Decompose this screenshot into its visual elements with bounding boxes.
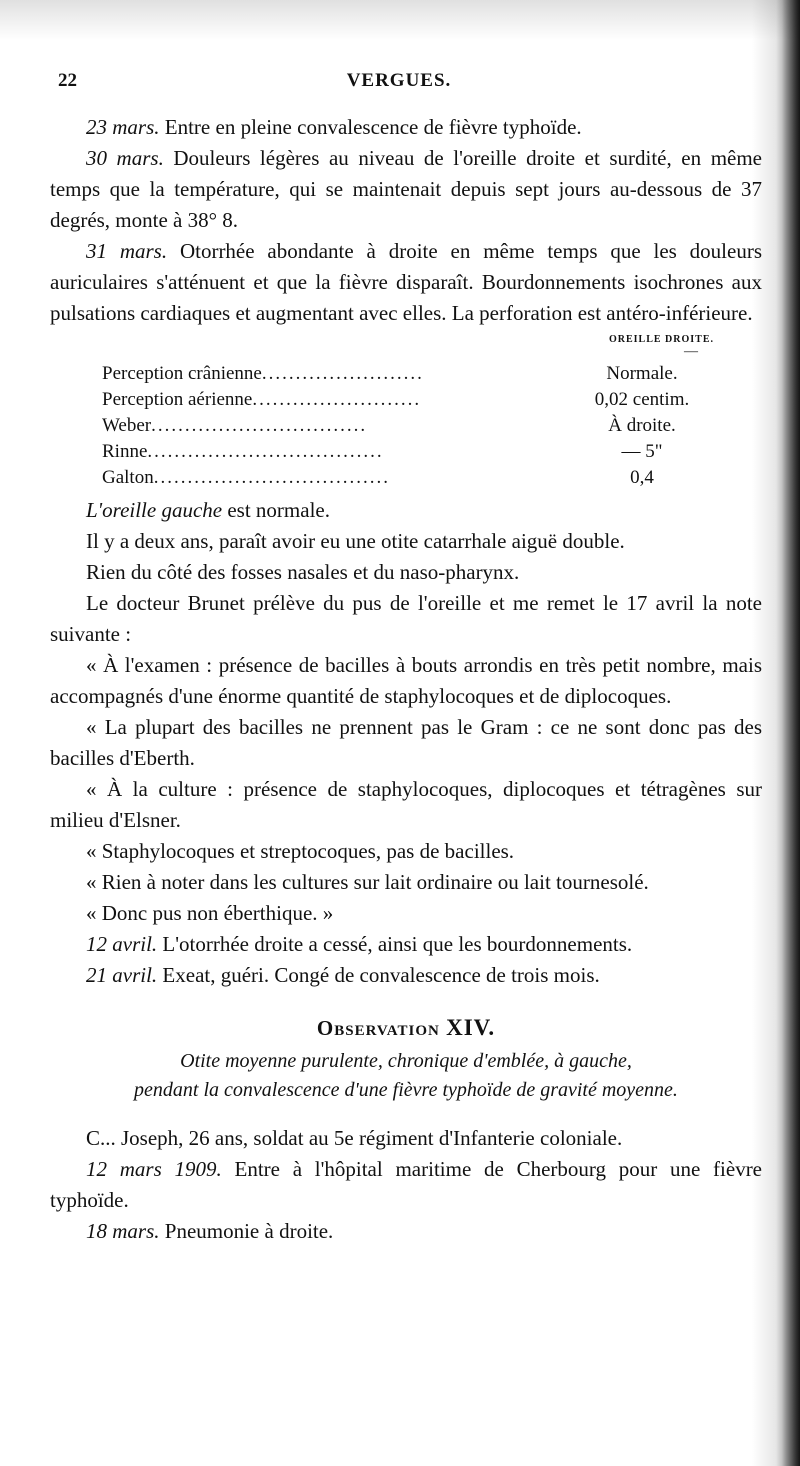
quoted-paragraph: « Donc pus non éberthique. » xyxy=(86,901,334,925)
test-label: Weber xyxy=(102,415,152,436)
observation-title xyxy=(50,1015,762,1041)
paragraph-18-mars xyxy=(50,1216,762,1247)
test-label: Perception aérienne xyxy=(102,389,253,410)
paragraph-23-mars xyxy=(50,112,762,143)
table-row xyxy=(102,413,712,439)
hearing-test-table xyxy=(102,361,712,491)
paragraph: Il y a deux ans, paraît avoir eu une otite catarrhale aiguë double. xyxy=(86,529,625,553)
quoted-paragraph: « La plupart des bacilles ne prennent pas le Gram : ce ne sont donc pas des bacilles d'Eberth. xyxy=(50,715,762,770)
test-value: — 5" xyxy=(621,441,663,462)
page-body xyxy=(50,112,762,1247)
paragraph-text: Entre en pleine convalescence de fièvre typhoïde. xyxy=(159,115,582,139)
test-value: 0,4 xyxy=(630,467,654,488)
test-label: Rinne xyxy=(102,441,148,462)
quoted-paragraph: « Rien à noter dans les cultures sur lait ordinaire ou lait tournesolé. xyxy=(86,870,649,894)
paragraph-text: Otorrhée abondante à droite en même temps que les douleurs auriculaires s'atténuent et que la fièvre disparaît. Bourdonnements isochrones aux pulsations cardiaques et augmentant avec elles. La perforation est antéro-inférieure. xyxy=(50,239,762,325)
paragraph: Rien du côté des fosses nasales et du naso-pharynx. xyxy=(86,560,520,584)
paragraph: Le docteur Brunet prélève du pus de l'oreille et me remet le 17 avril la note suivante : xyxy=(50,591,762,646)
date-label: 31 mars. xyxy=(86,239,168,263)
leader-dots: ................................ xyxy=(151,415,368,436)
date-label: 12 mars 1909. xyxy=(86,1157,222,1181)
test-value: 0,02 centim. xyxy=(594,389,690,410)
table-column-header: OREILLE DROITE. xyxy=(608,334,714,345)
test-label: Galton xyxy=(102,467,154,488)
date-label: 30 mars. xyxy=(86,146,164,170)
quoted-paragraph: « À l'examen : présence de bacilles à bouts arrondis en très petit nombre, mais accompagnés d'une énorme quantité de staphylocoques et de diplocoques. xyxy=(50,653,762,708)
table-row xyxy=(102,387,712,413)
paragraph-patient: C... Joseph, 26 ans, soldat au 5e régiment d'Infanterie coloniale. xyxy=(86,1126,623,1150)
paragraph-30-mars xyxy=(50,143,762,236)
date-label: 23 mars. xyxy=(86,115,160,139)
italic-lead: L'oreille gauche xyxy=(86,498,223,522)
observation-title-prefix: Observation xyxy=(316,1016,440,1040)
page-top-shadow xyxy=(0,0,800,40)
leader-dots: ................................... xyxy=(153,467,390,488)
page-header xyxy=(58,70,740,100)
table-row xyxy=(102,439,712,465)
table-row xyxy=(102,465,712,491)
paragraph-21-avril xyxy=(50,960,762,991)
paragraph-oreille-gauche xyxy=(50,495,762,526)
paragraph-12-mars xyxy=(50,1154,762,1216)
quoted-paragraph: « À la culture : présence de staphylocoques, diplocoques et tétragènes sur milieu d'Elsner. xyxy=(50,777,762,832)
table-column-dash: — xyxy=(684,344,698,359)
date-label: 21 avril. xyxy=(86,963,158,987)
paragraph-31-mars xyxy=(50,236,762,329)
paragraph-text: Pneumonie à droite. xyxy=(159,1219,334,1243)
paragraph-text: L'otorrhée droite a cessé, ainsi que les bourdonnements. xyxy=(157,932,633,956)
paragraph-text: est normale. xyxy=(222,498,330,522)
observation-subtitle-line-1: Otite moyenne purulente, chronique d'emblée, à gauche, xyxy=(180,1050,632,1072)
section-spacer xyxy=(50,1105,762,1123)
date-label: 12 avril. xyxy=(86,932,158,956)
table-row xyxy=(102,361,712,387)
leader-dots: ........................ xyxy=(261,363,424,384)
quoted-paragraph: « Staphylocoques et streptocoques, pas de bacilles. xyxy=(86,839,515,863)
paragraph-text: Entre à l'hôpital maritime de Cherbourg pour une fièvre typhoïde. xyxy=(50,1157,763,1212)
test-label: Perception crânienne xyxy=(102,363,262,384)
date-label: 18 mars. xyxy=(86,1219,160,1243)
page-binding-edge xyxy=(782,0,800,1466)
paragraph-12-avril xyxy=(50,929,762,960)
observation-number: XIV. xyxy=(446,1015,496,1040)
test-value: Normale. xyxy=(606,363,678,384)
paragraph-text: Douleurs légères au niveau de l'oreille droite et surdité, en même temps que la température, qui se maintenait depuis sept jours au-dessous de 37 degrés, monte à 38° 8. xyxy=(50,146,762,232)
running-head: VERGUES. xyxy=(346,70,452,91)
leader-dots: ......................... xyxy=(252,389,422,410)
page-number: 22 xyxy=(58,70,77,91)
observation-subtitle-line-2: pendant la convalescence d'une fièvre typhoïde de gravité moyenne. xyxy=(134,1079,678,1101)
leader-dots: ................................... xyxy=(147,441,384,462)
paragraph-text: Exeat, guéri. Congé de convalescence de trois mois. xyxy=(157,963,600,987)
test-value: À droite. xyxy=(608,415,676,436)
